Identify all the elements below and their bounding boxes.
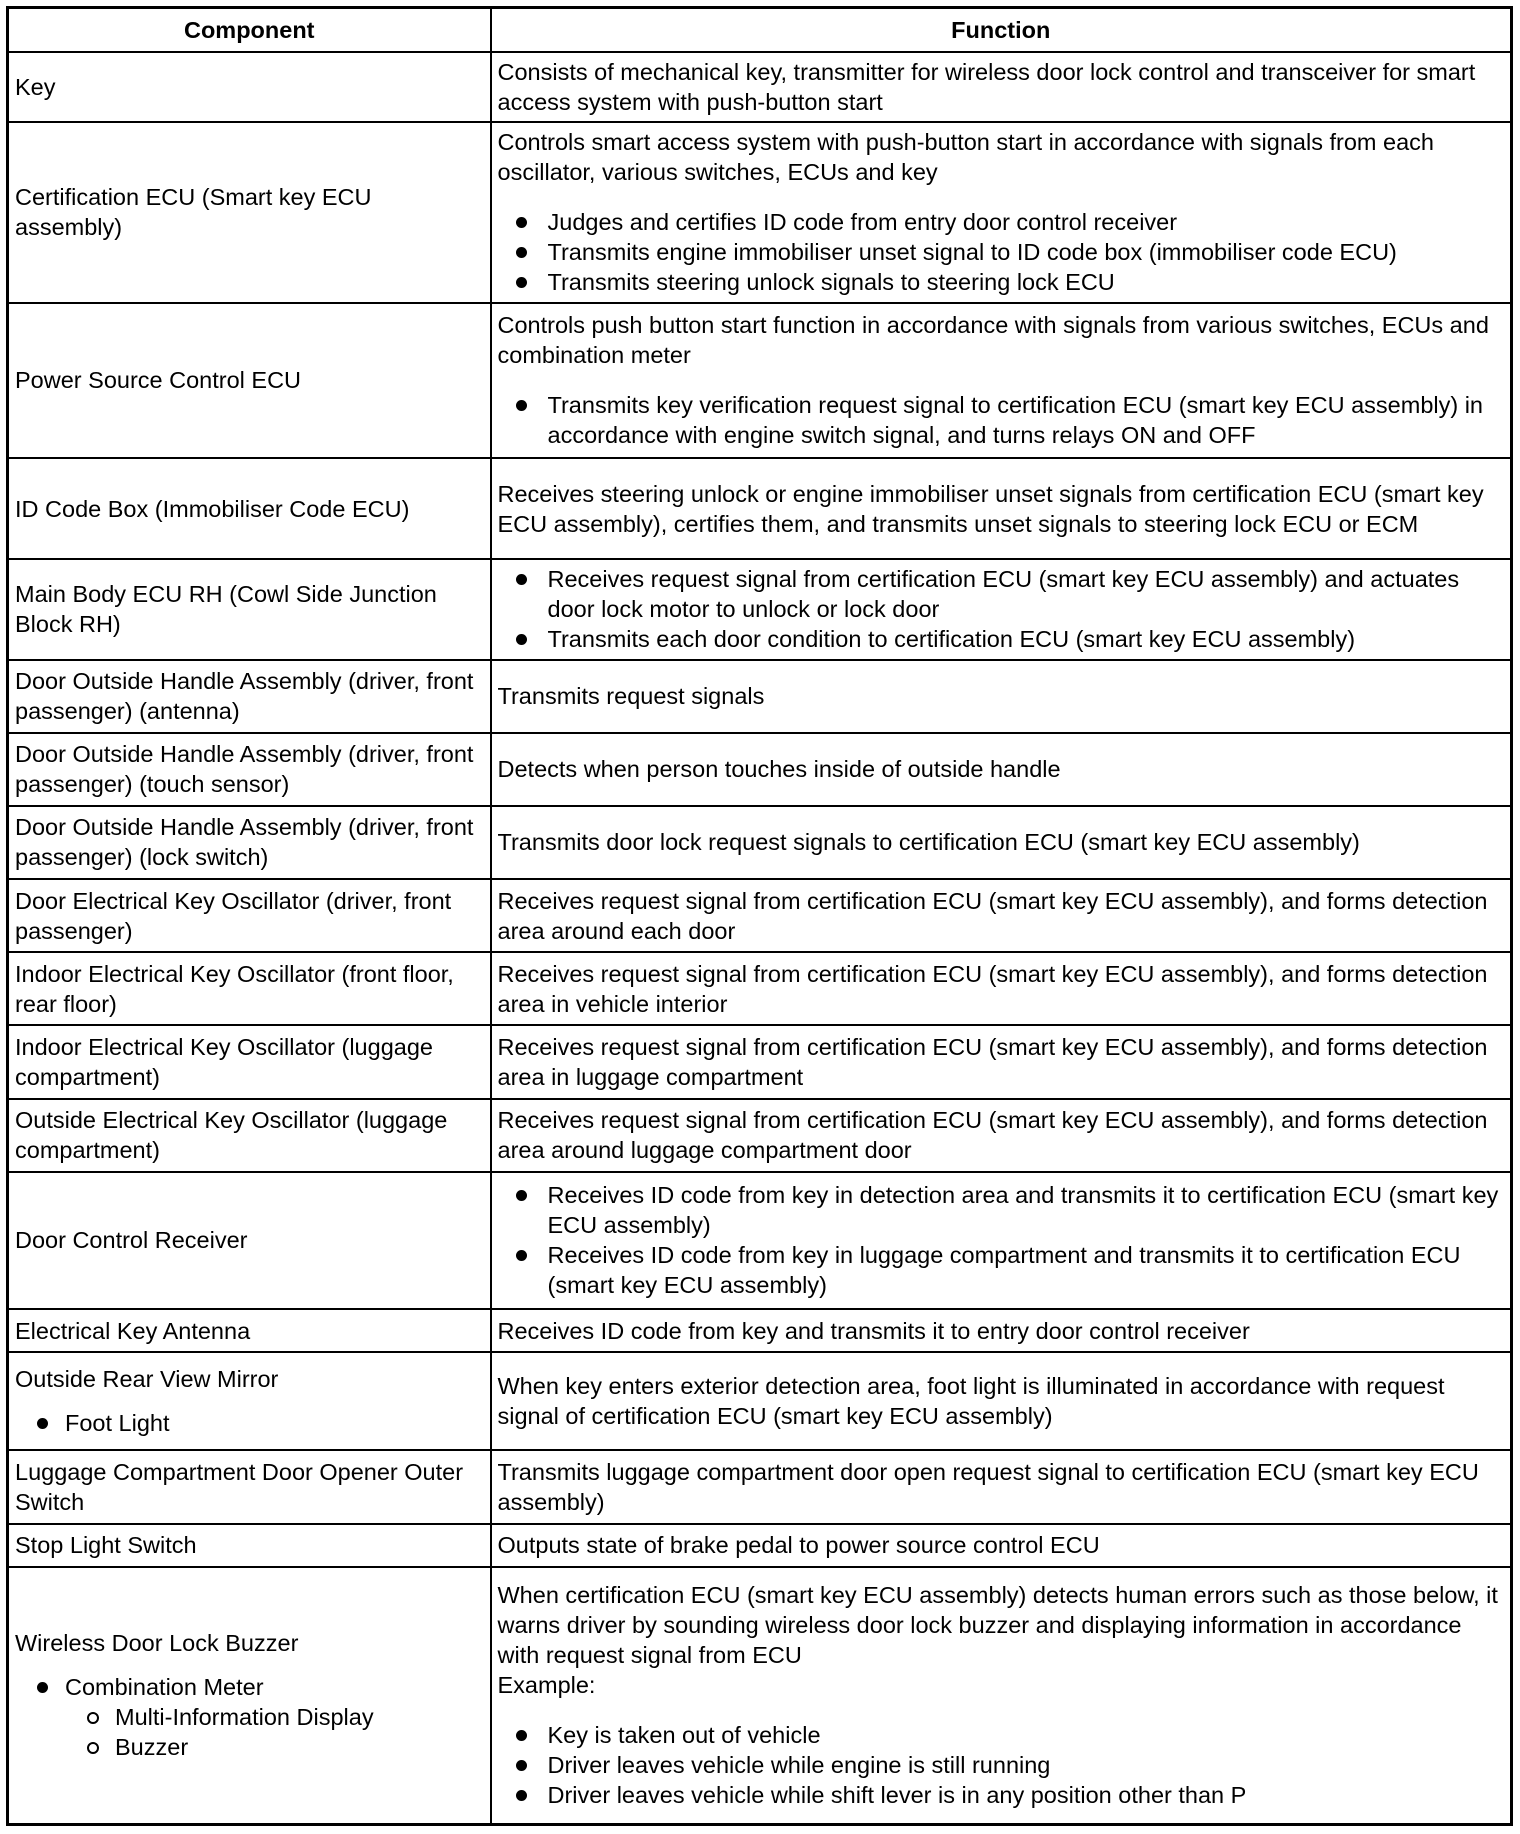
- component-cell: Indoor Electrical Key Oscillator (front floor, rear floor): [8, 952, 491, 1025]
- table-row: [8, 1450, 1512, 1523]
- table-row: [8, 952, 1512, 1025]
- function-cell: [491, 1567, 1512, 1825]
- bullet-item: Receives ID code from key in detection area and transmits it to certification ECU (smart key ECU assembly): [498, 1180, 1505, 1240]
- table-row: [8, 1524, 1512, 1567]
- function-cell: Receives steering unlock or engine immobiliser unset signals from certification ECU (smart key ECU assembly), certifies them, and transmits unset signals to steering lock ECU or ECM: [491, 458, 1512, 559]
- function-cell: Receives request signal from certification ECU (smart key ECU assembly), and forms detection area around each door: [491, 879, 1512, 952]
- component-cell: Door Outside Handle Assembly (driver, front passenger) (touch sensor): [8, 733, 491, 806]
- bullet-item: Receives ID code from key in luggage compartment and transmits it to certification ECU (smart key ECU assembly): [498, 1240, 1505, 1300]
- component-cell: Door Outside Handle Assembly (driver, front passenger) (lock switch): [8, 806, 491, 879]
- component-bullet-item: [15, 1672, 484, 1702]
- function-cell: Receives ID code from key and transmits it to entry door control receiver: [491, 1309, 1512, 1352]
- function-cell: Receives request signal from certification ECU (smart key ECU assembly), and forms detection area in vehicle interior: [491, 952, 1512, 1025]
- table-row: [8, 879, 1512, 952]
- component-cell: Outside Electrical Key Oscillator (luggage compartment): [8, 1099, 491, 1172]
- function-cell: Transmits luggage compartment door open request signal to certification ECU (smart key ECU assembly): [491, 1450, 1512, 1523]
- function-bullet-list: [498, 207, 1505, 297]
- table-row: [8, 660, 1512, 733]
- component-cell: Door Outside Handle Assembly (driver, front passenger) (antenna): [8, 660, 491, 733]
- function-cell: [491, 122, 1512, 302]
- bullet-item: Transmits steering unlock signals to steering lock ECU: [498, 267, 1505, 297]
- table-row: [8, 1025, 1512, 1098]
- component-bullet-text: Combination Meter: [65, 1674, 264, 1701]
- function-text: Controls push button start function in accordance with signals from various switches, ECUs and combination meter: [497, 312, 1489, 369]
- component-cell: Key: [8, 52, 491, 122]
- component-cell: ID Code Box (Immobiliser Code ECU): [8, 458, 491, 559]
- bullet-item: Transmits engine immobiliser unset signal to ID code box (immobiliser code ECU): [498, 237, 1505, 267]
- component-cell: Main Body ECU RH (Cowl Side Junction Block RH): [8, 559, 491, 659]
- table-row: [8, 1099, 1512, 1172]
- header-row: [8, 8, 1512, 53]
- function-text: Controls smart access system with push-button start in accordance with signals from each oscillator, various switches, ECUs and key: [497, 129, 1434, 186]
- component-bullet-list: [15, 1408, 484, 1438]
- function-cell: Transmits request signals: [491, 660, 1512, 733]
- function-cell: [491, 1172, 1512, 1309]
- function-cell: [491, 559, 1512, 659]
- function-cell: Consists of mechanical key, transmitter for wireless door lock control and transceiver for smart access system with push-button start: [491, 52, 1512, 122]
- component-cell: Door Control Receiver: [8, 1172, 491, 1309]
- function-bullet-list: [498, 1720, 1505, 1810]
- table-row: [8, 1567, 1512, 1825]
- bullet-item: Transmits each door condition to certification ECU (smart key ECU assembly): [498, 624, 1505, 654]
- header-function: Function: [491, 8, 1512, 53]
- function-cell: [491, 303, 1512, 458]
- component-subbullet-item: Buzzer: [15, 1732, 484, 1762]
- function-cell: Receives request signal from certification ECU (smart key ECU assembly), and forms detection area in luggage compartment: [491, 1025, 1512, 1098]
- example-label: Example:: [497, 1672, 596, 1699]
- table-row: [8, 1309, 1512, 1352]
- component-subbullet-list: [15, 1702, 484, 1762]
- table-row: [8, 559, 1512, 659]
- component-cell: Indoor Electrical Key Oscillator (luggage compartment): [8, 1025, 491, 1098]
- header-component: Component: [8, 8, 491, 53]
- table-row: [8, 1352, 1512, 1450]
- table-row: [8, 122, 1512, 302]
- table-row: [8, 52, 1512, 122]
- component-cell: Luggage Compartment Door Opener Outer Switch: [8, 1450, 491, 1523]
- component-text: Wireless Door Lock Buzzer: [15, 1630, 299, 1657]
- component-subbullet-item: Multi-Information Display: [15, 1702, 484, 1732]
- component-cell: Power Source Control ECU: [8, 303, 491, 458]
- bullet-item: Driver leaves vehicle while shift lever is in any position other than P: [498, 1780, 1505, 1810]
- function-cell: Outputs state of brake pedal to power source control ECU: [491, 1524, 1512, 1567]
- function-cell: When key enters exterior detection area, foot light is illuminated in accordance with request signal of certification ECU (smart key ECU assembly): [491, 1352, 1512, 1450]
- component-function-table: [6, 6, 1513, 1826]
- bullet-item: Transmits key verification request signal to certification ECU (smart key ECU assembly) in accordance with engine switch signal, and turns relays ON and OFF: [498, 390, 1505, 450]
- function-cell: Receives request signal from certification ECU (smart key ECU assembly), and forms detection area around luggage compartment door: [491, 1099, 1512, 1172]
- component-bullet-list: [15, 1672, 484, 1702]
- component-bullet-item: Foot Light: [15, 1408, 484, 1438]
- table-row: [8, 806, 1512, 879]
- bullet-item: Key is taken out of vehicle: [498, 1720, 1505, 1750]
- function-bullet-list: [498, 390, 1505, 450]
- table-row: [8, 1172, 1512, 1309]
- function-text: When certification ECU (smart key ECU assembly) detects human errors such as those below, it warns driver by sounding wireless door lock buzzer and displaying information in accordance with request signal from ECU: [497, 1582, 1498, 1669]
- component-cell: Certification ECU (Smart key ECU assembly): [8, 122, 491, 302]
- function-bullet-list: [498, 564, 1505, 654]
- function-bullet-list: [498, 1180, 1505, 1300]
- function-cell: Transmits door lock request signals to certification ECU (smart key ECU assembly): [491, 806, 1512, 879]
- table-row: [8, 458, 1512, 559]
- function-cell: Detects when person touches inside of outside handle: [491, 733, 1512, 806]
- table-row: [8, 303, 1512, 458]
- component-cell: Stop Light Switch: [8, 1524, 491, 1567]
- table-row: [8, 733, 1512, 806]
- bullet-item: Judges and certifies ID code from entry door control receiver: [498, 207, 1505, 237]
- component-cell: Electrical Key Antenna: [8, 1309, 491, 1352]
- bullet-item: Receives request signal from certification ECU (smart key ECU assembly) and actuates door lock motor to unlock or lock door: [498, 564, 1505, 624]
- bullet-item: Driver leaves vehicle while engine is still running: [498, 1750, 1505, 1780]
- component-cell: Door Electrical Key Oscillator (driver, front passenger): [8, 879, 491, 952]
- component-cell: [8, 1352, 491, 1450]
- component-cell: [8, 1567, 491, 1825]
- component-text: Outside Rear View Mirror: [15, 1366, 279, 1393]
